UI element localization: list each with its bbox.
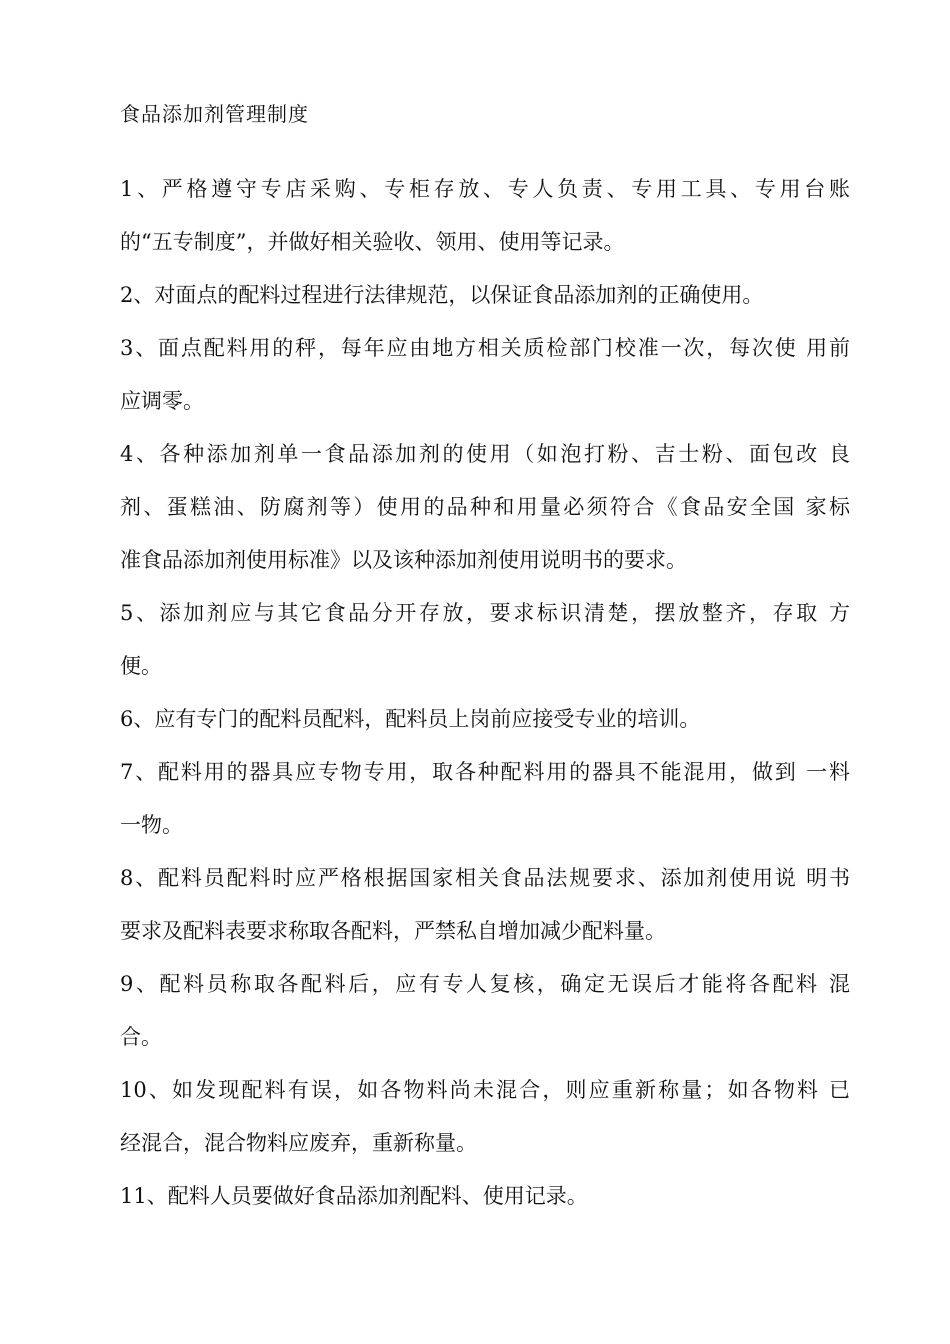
clause-6 (120, 702, 850, 755)
clause-9 (120, 967, 850, 1073)
clause-1 (120, 172, 850, 278)
clause-line: 8、配料员配料时应严格根据国家相关食品法规要求、添加剂使用说 明书 (120, 866, 850, 890)
clause-line: 经混合，混合物料应废弃，重新称量。 (120, 1131, 477, 1155)
clause-line: 10、如发现配料有误，如各物料尚未混合，则应重新称量；如各物料 已 (120, 1078, 850, 1102)
clause-list (120, 172, 850, 1232)
clause-7 (120, 755, 850, 861)
clause-2 (120, 278, 850, 331)
clause-line: 剂、蛋糕油、防腐剂等）使用的品种和用量必须符合《食品安全国 家标 (120, 495, 850, 519)
clause-line: 2、对面点的配料过程进行法律规范，以保证食品添加剂的正确使用。 (120, 283, 764, 307)
clause-3 (120, 331, 850, 437)
clause-line: 一物。 (120, 813, 183, 837)
clause-line: 3、面点配料用的秤，每年应由地方相关质检部门校准一次，每次使 用前 (120, 336, 850, 360)
clause-line: 11、配料人员要做好食品添加剂配料、使用记录。 (120, 1184, 588, 1208)
clause-line: 4、各种添加剂单一食品添加剂的使用（如泡打粉、吉士粉、面包改 良 (120, 442, 850, 466)
clause-line: 5、添加剂应与其它食品分开存放，要求标识清楚，摆放整齐，存取 方 (120, 601, 850, 625)
clause-line: 1、严格遵守专店采购、专柜存放、专人负责、专用工具、专用台账 (120, 177, 850, 201)
clause-8 (120, 861, 850, 967)
clause-10 (120, 1073, 850, 1179)
clause-11 (120, 1179, 850, 1232)
clause-line: 6、应有专门的配料员配料，配料员上岗前应接受专业的培训。 (120, 707, 701, 731)
clause-line: 准食品添加剂使用标准》以及该种添加剂使用说明书的要求。 (120, 548, 687, 572)
clause-line: 便。 (120, 654, 162, 678)
clause-line: 9、配料员称取各配料后，应有专人复核，确定无误后才能将各配料 混 (120, 972, 850, 996)
document-title: 食品添加剂管理制度 (120, 102, 309, 126)
clause-line: 应调零。 (120, 389, 204, 413)
clause-line: 要求及配料表要求称取各配料，严禁私自增加减少配料量。 (120, 919, 666, 943)
clause-line: 合。 (120, 1025, 162, 1049)
clause-5 (120, 596, 850, 702)
clause-line: 7、配料用的器具应专物专用，取各种配料用的器具不能混用，做到 一料 (120, 760, 850, 784)
clause-4 (120, 437, 850, 596)
clause-line: 的“五专制度”，并做好相关验收、领用、使用等记录。 (120, 230, 625, 254)
